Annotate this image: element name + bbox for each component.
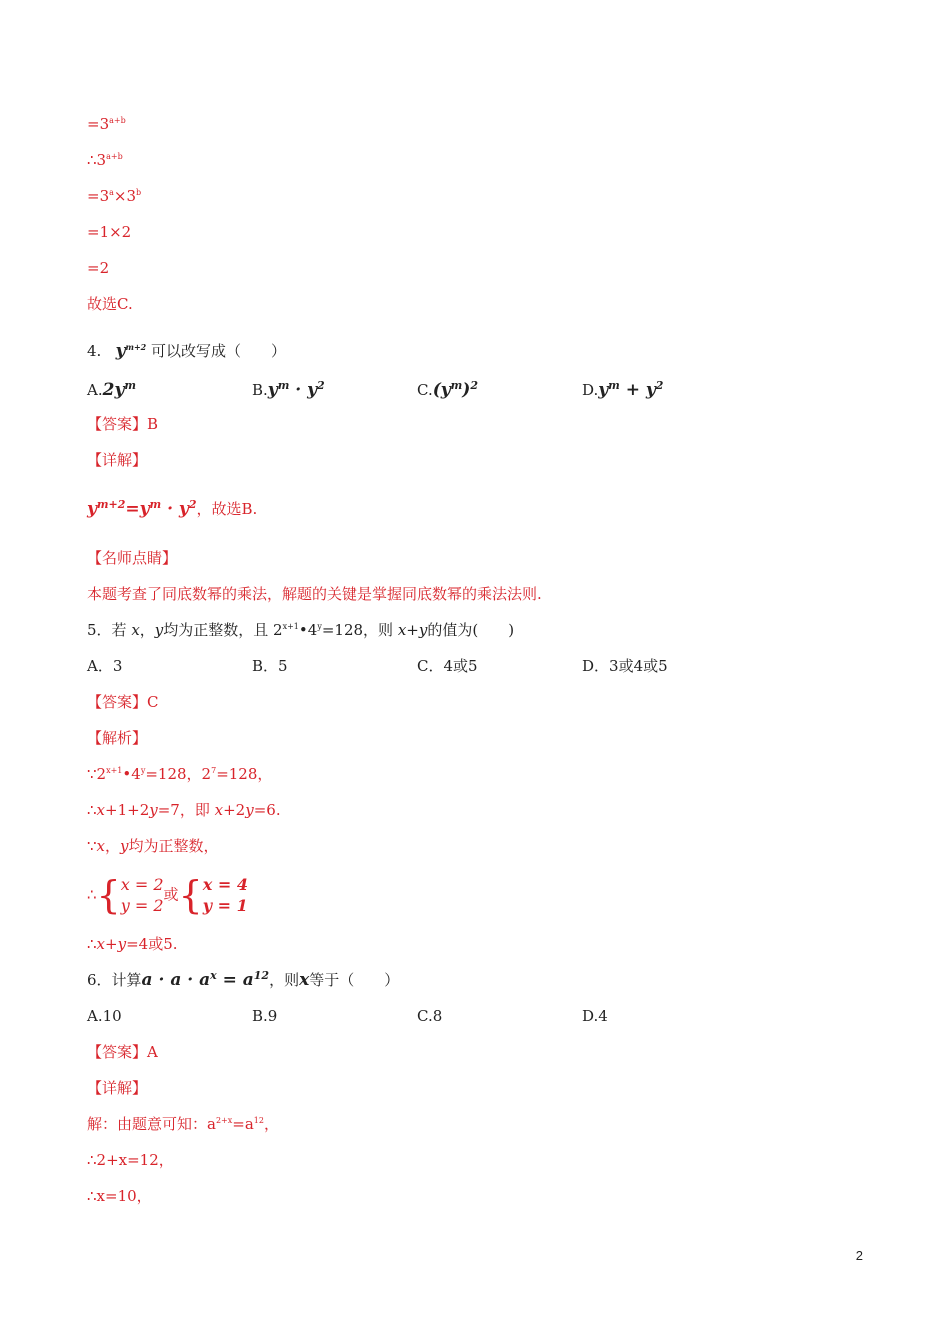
detail-label: 【详解】 [87, 451, 148, 469]
tip-label: 【名师点睛】 [87, 549, 178, 567]
tip-text: 本题考查了同底数幂的乘法，解题的关键是掌握同底数幂的乘法法则. [87, 585, 542, 603]
solution-line: $y^{m+2}=y^m \cdot y^2$，故选B. [87, 498, 258, 519]
solution-line: ∴x+1+2y=7，即 x+2y=6. [87, 801, 281, 819]
solution-conclusion: ∴x+y=4或5. [87, 935, 178, 953]
option-b: B.9 [252, 1007, 278, 1025]
solution-line: ∴2+x=12， [87, 1151, 174, 1169]
solution-line: $\because 2^{x+1}•4^y=128$，$2^7=128$， [87, 765, 273, 783]
answer-label: 【答案】C [87, 693, 159, 711]
solution-line: $=3^a\times 3^b$ [87, 187, 142, 205]
option-c: C.8 [417, 1007, 443, 1025]
option-a: $A.2y^m$ [87, 379, 136, 400]
option-d: $D.y^m + y^2$ [582, 379, 664, 400]
answer-label: 【答案】B [87, 415, 159, 433]
solution-conclusion: 故选C. [87, 295, 133, 313]
option-c: $C.(y^m)^2$ [417, 379, 478, 400]
answer-label: 【答案】A [87, 1043, 158, 1061]
option-c: C．4或5 [417, 657, 478, 675]
solution-line: ∴x=10， [87, 1187, 152, 1205]
question-4: 4. $y^{m+2}$ 可以改写成（ ） [87, 341, 287, 361]
page-number: 2 [855, 1248, 863, 1263]
detail-label: 【详解】 [87, 1079, 148, 1097]
question-6: 6．计算$a \cdot a \cdot a^x = a^{12}$，则x等于（ ） [87, 969, 400, 990]
solution-line: =2 [87, 259, 110, 277]
solution-line: ∵x，y均为正整数， [87, 837, 219, 855]
solution-line: $=3^{a+b}$ [87, 115, 126, 133]
question-5: 5．若 x，y均为正整数，且 $2^{x+1}•4^y=128$，则 x+y的值为( ) [87, 621, 515, 639]
option-d: D．3或4或5 [582, 657, 668, 675]
option-a: A．3 [87, 657, 123, 675]
equation-system: ∴{ x = 2 y = 2 或{ x = 4 y = 1 [87, 873, 248, 917]
option-b: $B.y^m \cdot y^2$ [252, 379, 325, 400]
option-a: A.10 [87, 1007, 122, 1025]
solution-line: 解：由题意可知：$a^{2+x}=a^{12}$， [87, 1115, 279, 1133]
solution-line: $\therefore 3^{a+b}$ [87, 151, 123, 169]
solution-line: =1×2 [87, 223, 132, 241]
option-d: D.4 [582, 1007, 608, 1025]
analysis-label: 【解析】 [87, 729, 148, 747]
option-b: B．5 [252, 657, 288, 675]
